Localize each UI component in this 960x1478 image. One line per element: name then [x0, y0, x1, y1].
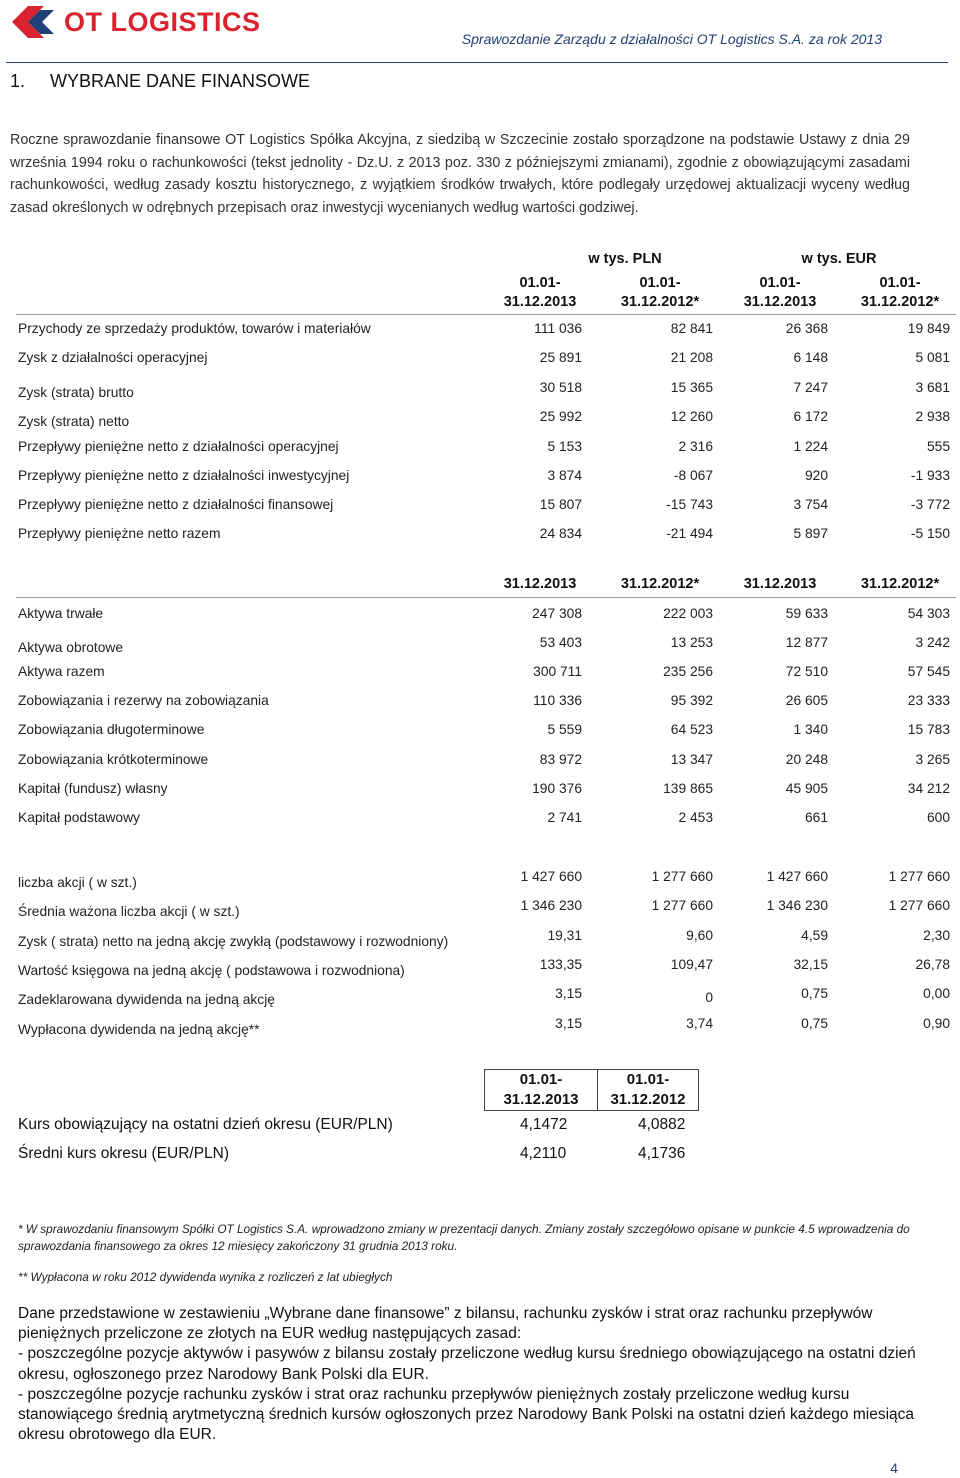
table-row: liczba akcji ( w szt.) 1 427 660 1 277 660 1 427 660 1 277 660 [18, 869, 950, 890]
fx-col-header-1: 01.01- 31.12.2013 [484, 1069, 597, 1111]
table-row: Zobowiązania krótkoterminowe 83 972 13 347 20 248 3 265 [18, 752, 950, 767]
table-row: Zobowiązania i rezerwy na zobowiązania 110 336 95 392 26 605 23 333 [18, 693, 950, 708]
fx-col-header-2: 01.01- 31.12.2012 [597, 1069, 699, 1111]
group-header-eur: w tys. EUR [801, 251, 877, 267]
table-row: Zysk z działalności operacyjnej 25 891 21 208 6 148 5 081 [18, 350, 950, 365]
footnote-1: * W sprawozdaniu finansowym Spółki OT Logistics S.A. wprowadzono zmiany w prezentacji danych. Zmiany zostały szczegółowo opisane w punkcie 4.5 wprowadzenia do sprawozdania finansowego za okres 12 miesięcy zakończony 31 grudnia 2013 roku. [18, 1222, 910, 1253]
table-row: Kapitał podstawowy 2 741 2 453 661 600 [18, 810, 950, 825]
conversion-rule-balance: - poszczególne pozycje aktywów i pasywów z bilansu zostały przeliczone według kursu średniego obowiązującego na ostatni dzień okresu, ogłoszonego przez Narodowy Bank Polski dla EUR. [18, 1345, 916, 1383]
logo-mark-icon [8, 3, 58, 41]
table-row: Przychody ze sprzedaży produktów, towarów i materiałów 111 036 82 841 26 368 19 849 [18, 321, 950, 336]
table-rule [16, 597, 956, 598]
page-number: 4 [890, 1460, 898, 1476]
conversion-rule-income: - poszczególne pozycje rachunku zysków i strat oraz rachunku przepływów pieniężnych zostały przeliczone według kursu stanowiącego średnią arytmetyczną średnich kursów ogłoszonych przez Narodowy Bank Polski na ostatni dzień każdego miesiąca okresu obrotowego dla EUR. [18, 1385, 915, 1444]
table-row: Zysk ( strata) netto na jedną akcję zwykłą (podstawowy i rozwodniony) 19,31 9,60 4,59 2,30 [18, 928, 950, 949]
table-row: Przepływy pieniężne netto z działalności finansowej 15 807 -15 743 3 754 -3 772 [18, 497, 950, 512]
conversion-notes [18, 1304, 948, 1445]
table-row: Zysk (strata) brutto 30 518 15 365 7 247 3 681 [18, 380, 950, 400]
col-header-4: 31.12.2012* [860, 576, 940, 592]
table-row: Aktywa trwałe 247 308 222 003 59 633 54 303 [18, 606, 950, 621]
table-rule [16, 314, 956, 315]
company-logo [8, 2, 261, 42]
section-heading [10, 71, 310, 92]
table-row: Wartość księgowa na jedną akcję ( podstawowa i rozwodniona) 133,35 109,47 32,15 26,78 [18, 957, 950, 978]
col-header-2: 31.12.2012* [620, 576, 700, 592]
col-header-1: 31.12.2013 [503, 576, 577, 592]
col-header-2: 01.01- 31.12.2012* [620, 275, 700, 310]
intro-paragraph: Roczne sprawozdanie finansowe OT Logistics Spółka Akcyjna, z siedzibą w Szczecinie zostało sporządzone na podstawie Ustawy z dnia 29 września 1994 roku o rachunkowości (tekst jednolity - Dz.U. z 2013 poz. 330 z późniejszymi zmianami), zgodnie z obowiązującymi zasadami rachunkowości, według zasady kosztu historycznego, z wyjątkiem środków trwałych, które podlegały urzędowej aktualizacji wyceny według zasad określonych w odrębnych przepisach oraz inwestycji wycenianych według wartości godziwej. [10, 132, 910, 216]
table-row: Przepływy pieniężne netto razem 24 834 -21 494 5 897 -5 150 [18, 526, 950, 541]
table-row: Zadeklarowana dywidenda na jedną akcję 3,15 0 0,75 0,00 [18, 986, 950, 1007]
footnote-2: ** Wypłacona w roku 2012 dywidenda wynika z rozliczeń z lat ubiegłych [18, 1270, 393, 1284]
table-row: Aktywa razem 300 711 235 256 72 510 57 545 [18, 664, 950, 679]
col-header-3: 31.12.2013 [743, 576, 817, 592]
report-title: Sprawozdanie Zarządu z działalności OT Logistics S.A. za rok 2013 [461, 31, 882, 47]
section-title: WYBRANE DANE FINANSOWE [50, 71, 311, 91]
col-header-1: 01.01- 31.12.2013 [503, 275, 577, 310]
table-row: Przepływy pieniężne netto z działalności operacyjnej 5 153 2 316 1 224 555 [18, 439, 950, 454]
table-row: Średnia ważona liczba akcji ( w szt.) 1 346 230 1 277 660 1 346 230 1 277 660 [18, 898, 950, 919]
table-row: Wypłacona dywidenda na jedną akcję** 3,15 3,74 0,75 0,90 [18, 1016, 950, 1037]
table-row: Przepływy pieniężne netto z działalności inwestycyjnej 3 874 -8 067 920 -1 933 [18, 468, 950, 483]
table-row: Kapitał (fundusz) własny 190 376 139 865 45 905 34 212 [18, 781, 950, 796]
logo-text: OT LOGISTICS [64, 6, 261, 37]
table-row: Zobowiązania długoterminowe 5 559 64 523 1 340 15 783 [18, 722, 950, 737]
table-row: Zysk (strata) netto 25 992 12 260 6 172 2 938 [18, 409, 950, 429]
header-divider [6, 62, 948, 63]
section-number: 1. [10, 71, 26, 91]
group-header-pln: w tys. PLN [588, 251, 662, 267]
col-header-4: 01.01- 31.12.2012* [860, 275, 940, 310]
col-header-3: 01.01- 31.12.2013 [743, 275, 817, 310]
conversion-intro: Dane przedstawione w zestawieniu „Wybrane dane finansowe” z bilansu, rachunku zysków i strat oraz rachunku przepływów pieniężnych przeliczone ze złotych na EUR według następujących zasad: [18, 1305, 873, 1343]
table-row: Aktywa obrotowe 53 403 13 253 12 877 3 242 [18, 635, 950, 655]
